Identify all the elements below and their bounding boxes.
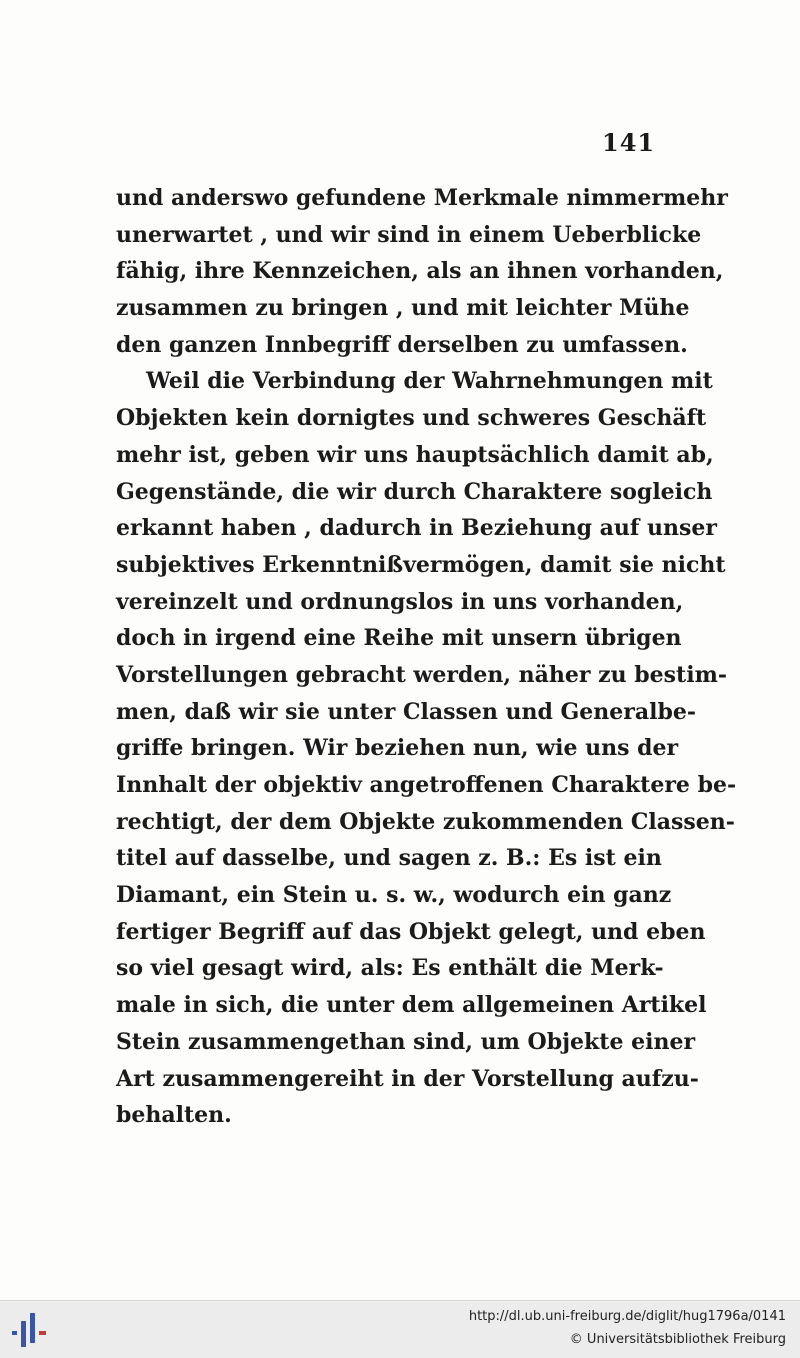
text-line: so viel gesagt wird, als: Es enthält die Merk- (116, 955, 664, 982)
ub-freiburg-logo-icon (10, 1311, 50, 1349)
text-line: titel auf dasselbe, und sagen z. B.: Es ist ein (116, 845, 662, 872)
paragraph-first-line: Weil die Verbindung der Wahrnehmungen mit (146, 368, 713, 395)
text-line: Gegenstände, die wir durch Charaktere sogleich (116, 478, 713, 505)
text-line: mehr ist, geben wir uns hauptsächlich damit ab, (116, 441, 714, 468)
body-text (116, 180, 737, 1134)
text-line: doch in irgend eine Reihe mit unsern übrigen (116, 625, 682, 652)
text-line: unerwartet , und wir sind in einem Ueberblicke (116, 221, 702, 248)
viewer-footer (0, 1300, 800, 1358)
text-line: griffe bringen. Wir beziehen nun, wie uns der (116, 735, 679, 762)
copyright-text: © Universitätsbibliothek Freiburg (569, 1332, 786, 1347)
text-line: fähig, ihre Kennzeichen, als an ihnen vorhanden, (116, 258, 724, 285)
text-line: men, daß wir sie unter Classen und Generalbe- (116, 698, 697, 725)
text-line: den ganzen Innbegriff derselben zu umfassen. (116, 331, 688, 358)
text-line: Innhalt der objektiv angetroffenen Charaktere be- (116, 772, 737, 798)
text-line: zusammen zu bringen , und mit leichter Mühe (116, 295, 690, 322)
text-line: Stein zusammengethan sind, um Objekte einer (116, 1028, 696, 1055)
text-line: Vorstellungen gebracht werden, näher zu bestim- (116, 661, 727, 688)
text-line: Diamant, ein Stein u. s. w., wodurch ein ganz (116, 882, 672, 909)
text-line: rechtigt, der dem Objekte zukommenden Classen- (116, 808, 735, 835)
text-line: fertiger Begriff auf das Objekt gelegt, und eben (116, 918, 706, 945)
text-line: male in sich, die unter dem allgemeinen Artikel (116, 992, 707, 1019)
text-line: und anderswo gefundene Merkmale nimmermehr (116, 185, 728, 211)
text-line: behalten. (116, 1102, 232, 1129)
text-line: vereinzelt und ordnungslos in uns vorhanden, (116, 588, 684, 615)
text-line: subjektives Erkenntnißvermögen, damit sie nicht (116, 551, 726, 578)
text-line: Objekten kein dornigtes und schweres Geschäft (116, 405, 707, 432)
page-number: 141 (602, 128, 656, 157)
permalink-link[interactable]: http://dl.ub.uni-freiburg.de/diglit/hug1796a/0141 (468, 1309, 786, 1324)
text-line: Art zusammengereiht in der Vorstellung aufzu- (116, 1065, 699, 1092)
text-line: erkannt haben , dadurch in Beziehung auf unser (116, 515, 717, 542)
